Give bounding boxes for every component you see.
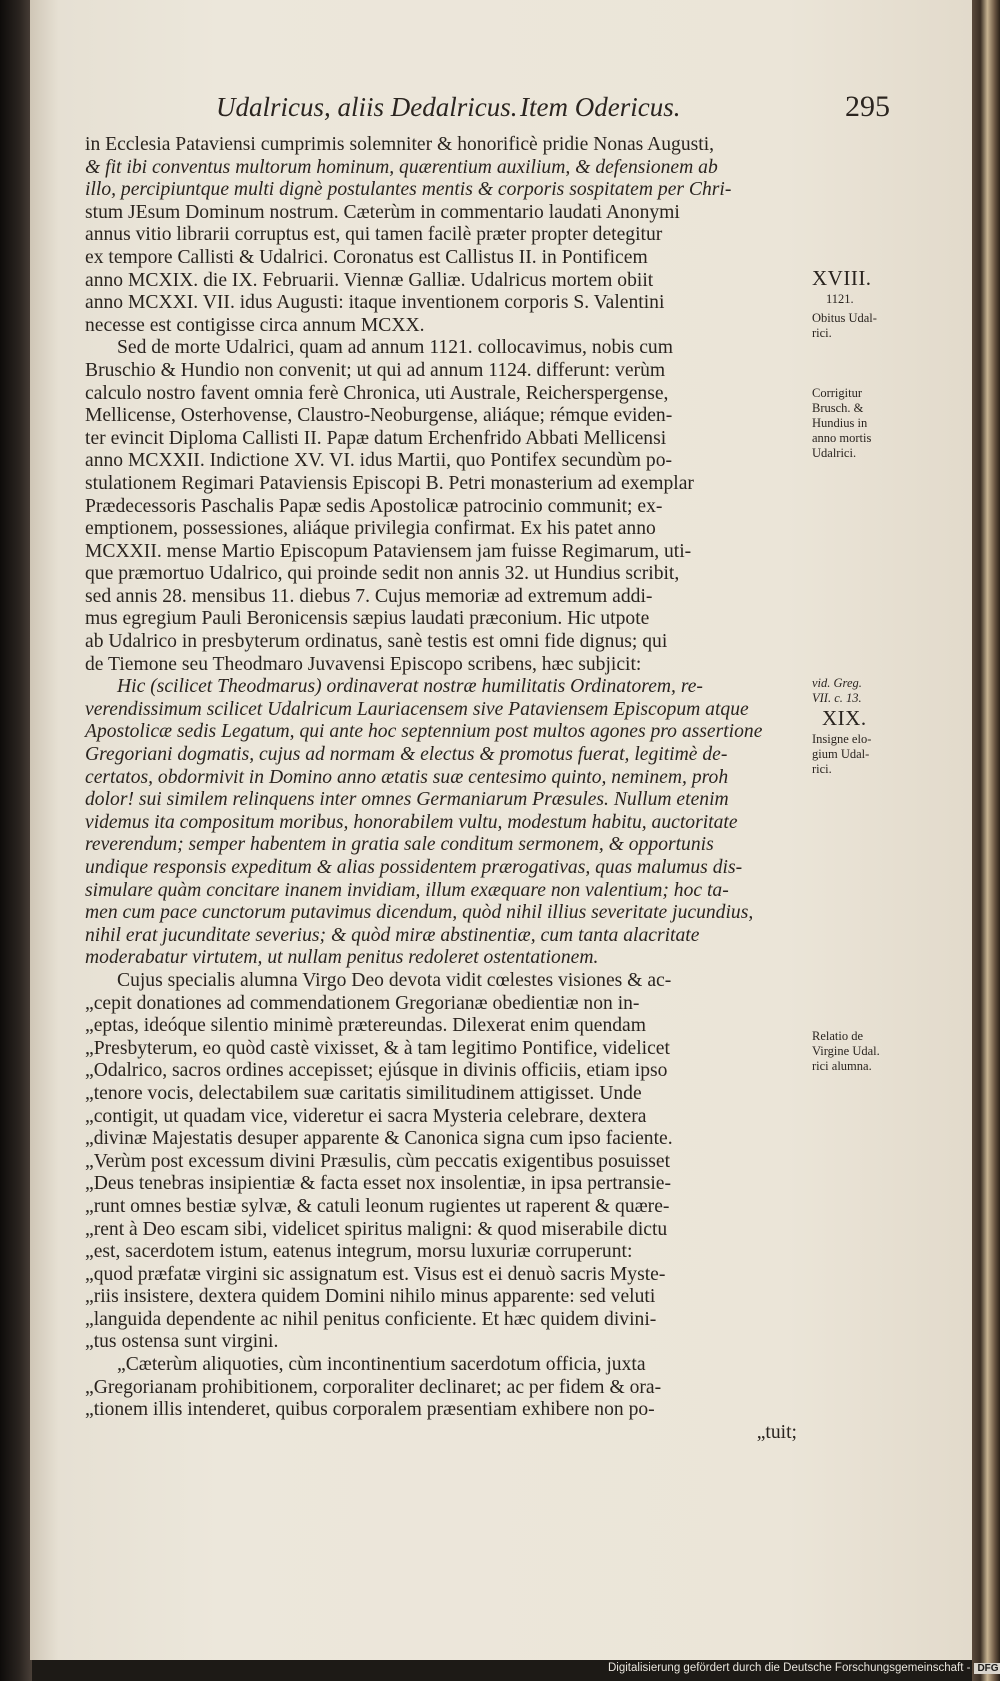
text-line: „divinæ Majestatis desuper apparente & Canonica signa cum ipso faciente. [85,1128,673,1150]
text-line: de Tiemone seu Theodmaro Juvavensi Episcopo scribens, hæc subjicit: [85,653,642,675]
text-line: MCXXII. mense Martio Episcopum Pataviensem jam fuisse Regimarum, uti- [85,540,692,562]
text-line: Gregoriani dogmatis, cujus ad normam & electus & promotus fuerat, legitimè de- [85,744,728,766]
text-line: Mellicense, Osterhovense, Claustro-Neoburgense, aliáque; rémque eviden- [85,405,673,427]
text-line: mus egregium Pauli Beronicensis sæpius laudati præconium. Hic utpote [85,608,650,630]
text-line: „Verùm post excessum divini Præsulis, cùm peccatis exigentibus posuisset [85,1150,671,1172]
text-line: ex tempore Callisti & Udalrici. Coronatus est Callistus II. in Pontificem [85,246,648,268]
text-line: „est, sacerdotem istum, eatenus integrum, morsu luxuriæ corruperunt: [85,1241,633,1263]
text-line: „tenore vocis, delectabilem suæ caritatis similitudinem attigisset. Unde [85,1082,642,1104]
text-line: anno MCXXI. VII. idus Augusti: itaque inventionem corporis S. Valentini [85,292,665,314]
text-line: videmus ita compositum moribus, honorabilem vultu, modestum habitu, auctoritate [85,811,738,833]
margin-note-corrigitur [812,386,932,461]
text-line: „cepit donationes ad commendationem Gregorianæ obedientiæ non in- [85,992,640,1014]
page-edges [972,0,1000,1681]
main-text-block [85,134,803,1444]
margin-note-text: Corrigitur Brusch. & Hundius in anno mortis Udalrici. [812,386,872,460]
text-line: in Ecclesia Pataviensi cumprimis solemniter & honorificè pridie Nonas Augusti, [85,134,715,155]
text-line: Bruschio & Hundio non convenit; ut qui ad annum 1124. differunt: verùm [85,359,666,381]
text-line: emptionem, possessiones, aliáque privilegia confirmat. Ex his patet anno [85,518,656,540]
text-line: simulare quàm concitare inanem invidiam, illum exæquare non valentium; hoc ta- [85,879,729,901]
text-line: „Cæterùm aliquoties, cùm incontinentium sacerdotum officia, juxta [117,1354,646,1376]
text-line: „tuit; [756,1421,797,1443]
text-line: stulationem Regimari Pataviensis Episcopi B. Petri monasterium ad exemplar [85,472,694,494]
margin-note-relatio [812,1029,932,1074]
margin-note-text: Insigne elo- gium Udal- rici. [812,732,872,776]
running-header [190,92,890,132]
text-line: annus vitio librarii corruptus est, qui tamen facilè præter propter detegitur [85,224,663,246]
text-line: verendissimum scilicet Udalricum Lauriacensem sive Pataviensem Episcopum atque [85,698,749,720]
margin-reference: vid. Greg. VII. c. 13. [812,676,862,705]
text-line: moderabatur virtutem, ut nullam penitus redoleret ostentationem. [85,947,599,969]
text-line: reverendum; semper habentem in gratia sale conditum sermonem, & opportunis [85,834,714,856]
text-line: que præmortuo Udalrico, qui proinde sedit non annis 32. ut Hundius scribit, [85,563,680,585]
text-line: anno MCXXII. Indictione XV. VI. idus Martii, quo Pontifex secundùm po- [85,450,673,472]
footer-text: Digitalisierung gefördert durch die Deutsche Forschungsgemeinschaft - [608,1662,971,1674]
text-line: men cum pace cunctorum putavimus dicendum, quòd nihil illius severitate jucundius, [85,902,754,924]
margin-section-number: XIX. [822,706,867,730]
text-line: stum JEsum Dominum nostrum. Cæterùm in commentario laudati Anonymi [85,201,680,223]
text-line: nihil erat jucunditate severius; & quòd miræ abstinentiæ, cum tanta alacritate [85,924,700,946]
text-line: anno MCXIX. die IX. Februarii. Viennæ Galliæ. Udalricus mortem obiit [85,269,654,291]
margin-note-text: Obitus Udal- rici. [812,311,877,340]
text-line: Apostolicæ sedis Legatum, qui ante hoc septennium post multos agones pro assertione [85,721,763,743]
text-line: „tionem illis intenderet, quibus corporalem præsentiam exhibere non po- [85,1399,655,1421]
text-line: „riis insistere, dextera quidem Domini nihilo minus apparente: sed veluti [85,1286,656,1308]
header-subtitle: Item Odericus. [520,92,681,122]
text-line: Hic (scilicet Theodmarus) ordinaverat nostræ humilitatis Ordinatorem, re- [117,676,703,698]
text-line: Cujus specialis alumna Virgo Deo devota vidit cœlestes visiones & ac- [117,969,672,991]
text-line: „Presbyterum, eo quòd castè vixisset, & à tam legitimo Pontifice, videlicet [85,1037,670,1059]
margin-note-text: Relatio de Virgine Udal. rici alumna. [812,1029,880,1073]
text-line: „eptas, ideóque silentio minimè prætereundas. Dilexerat enim quendam [85,1015,646,1037]
text-line: „contigit, ut quadam vice, videretur ei sacra Mysteria celebrare, dextera [85,1105,647,1127]
text-line: „Deus tenebras insipientiæ & facta esset nox insolentiæ, in ipsa pertransie- [85,1173,672,1195]
text-line: calculo nostro favent omnia ferè Chronica, uti Australe, Reicherspergense, [85,382,669,404]
header-title: Udalricus, aliis Dedalricus. [216,92,518,122]
text-line: „runt omnes bestiæ sylvæ, & catuli leonum rugientes ut raperent & quære- [85,1195,670,1217]
text-line: „tus ostensa sunt virgini. [85,1331,279,1353]
text-line: „quod præfatæ virgini sic assignatum est. Visus est ei denuò sacris Myste- [85,1263,666,1285]
text-line: „rent à Deo escam sibi, videlicet spiritus maligni: & quod miserabile dictu [85,1218,668,1240]
margin-year: 1121. [826,292,854,306]
text-line: ter evincit Diploma Callisti II. Papæ datum Erchenfrido Abbati Mellicensi [85,427,667,449]
margin-note-obitus [812,266,932,341]
page-number: 295 [845,90,890,123]
text-line: dolor! sui similem relinquens inter omnes Germaniarum Præsules. Nullum etenim [85,789,729,811]
dfg-logo: DFG [974,1663,1000,1674]
text-line: necesse est contigisse circa annum MCXX. [85,314,425,336]
text-line: „Odalrico, sacros ordines accepisset; ejúsque in divinis officiis, etiam ipso [85,1060,668,1082]
book-page [30,0,974,1660]
margin-note-elogium [812,676,932,777]
text-line: undique responsis expeditum & alias possidentem prærogativas, quas malumus dis- [85,857,743,878]
text-line: Prædecessoris Paschalis Papæ sedis Apostolicæ patrocinio communit; ex- [85,495,663,517]
text-line: & fit ibi conventus multorum hominum, quærentium auxilium, & defensionem ab [85,156,718,178]
footer-credit [608,1662,1000,1681]
text-line: illo, percipiuntque multi dignè postulantes mentis & corporis sospitatem per Chri- [85,179,732,201]
text-line: sed annis 28. mensibus 11. diebus 7. Cujus memoriæ ad extremum addi- [85,585,653,607]
book-binding [0,0,32,1681]
text-line: Sed de morte Udalrici, quam ad annum 1121. collocavimus, nobis cum [117,337,673,359]
text-line: „Gregorianam prohibitionem, corporaliter declinaret; ac per fidem & ora- [85,1376,662,1398]
text-line: ab Udalrico in presbyterum ordinatus, sanè testis est omni fide dignus; qui [85,631,668,653]
margin-section-number: XVIII. [812,266,872,290]
text-line: „languida dependente ac nihil penitus conficiente. Et hæc quidem divini- [85,1308,657,1330]
text-line: certatos, obdormivit in Domino anno ætatis suæ centesimo quinto, neminem, proh [85,766,729,788]
